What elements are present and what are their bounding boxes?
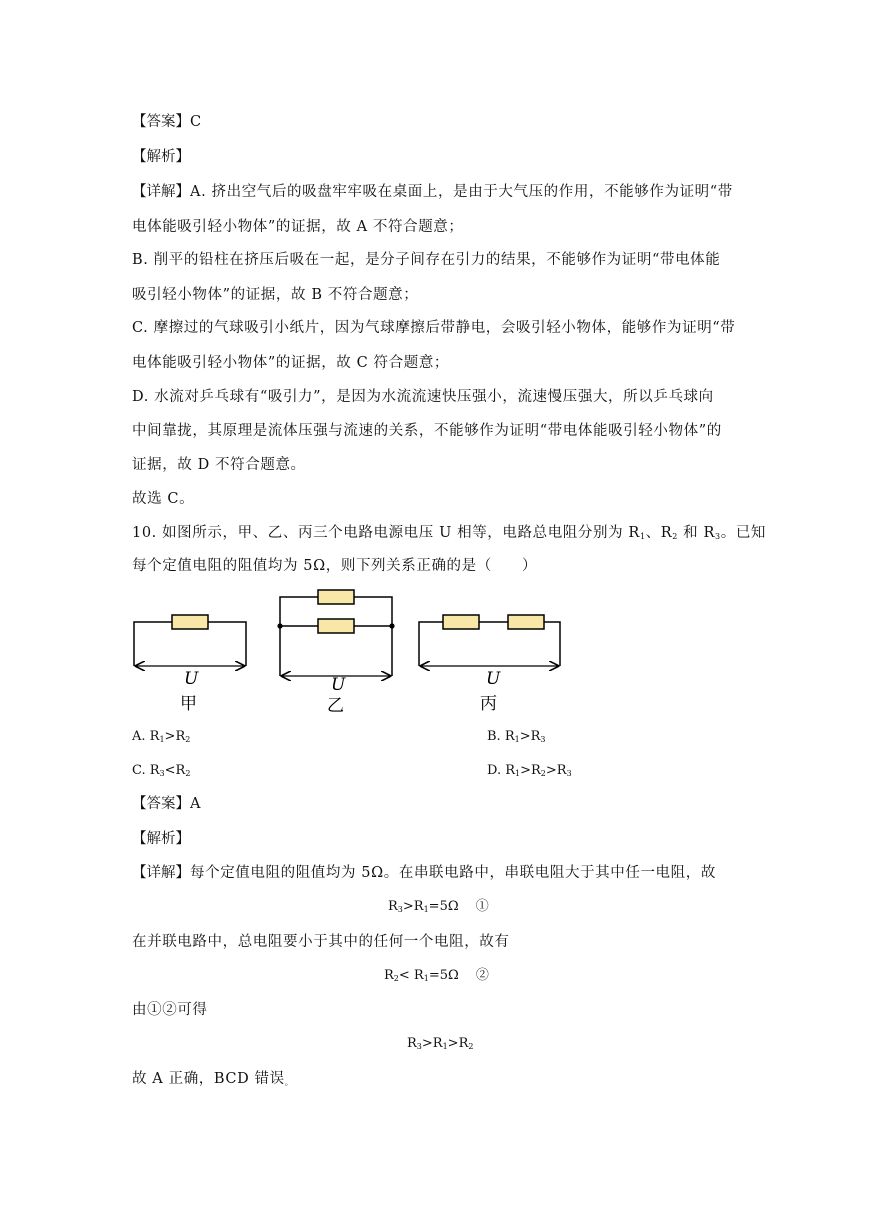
eq2-sub2: 1	[423, 974, 429, 983]
eq1-a: R	[388, 899, 398, 914]
u-label-yi: U	[331, 675, 346, 695]
option-d-pre: D. R	[487, 763, 516, 778]
analysis-tag: 【解析】	[132, 831, 190, 847]
q9-detail-line-2: 电体能吸引轻小物体”的证据，故 A 不符合题意；	[132, 219, 464, 235]
equation-2	[384, 966, 489, 986]
option-b-sub2: 3	[540, 735, 546, 744]
stem-text-a: 10. 如图所示，甲、乙、丙三个电路电源电压 U 相等，电路总电阻分别为 R	[132, 525, 640, 541]
q10-from-line: 由①②可得	[132, 1002, 208, 1018]
eq3-sub1: 3	[416, 1042, 422, 1051]
q9-option-d-line-3: 证据，故 D 不符合题意。	[132, 457, 306, 473]
q9-option-c-line-1: C. 摩擦过的气球吸引小纸片，因为气球摩擦后带静电，会吸引轻小物体，能够作为证明“带	[132, 320, 736, 336]
q10-answer-line	[132, 794, 201, 814]
option-a-sub2: 2	[185, 735, 191, 744]
q10-final-line	[132, 1069, 293, 1089]
answer-value: A	[190, 796, 202, 812]
label-bing: 丙	[480, 694, 497, 714]
equation-3	[407, 1034, 473, 1054]
stem-text-b: 、R	[645, 525, 673, 541]
resistor-jia	[172, 615, 208, 629]
q10-parallel-line: 在并联电路中，总电阻要小于其中的任何一个电阻，故有	[132, 934, 510, 950]
label-jia: 甲	[180, 694, 197, 714]
node-yi-left	[277, 623, 282, 628]
u-label-bing: U	[486, 669, 501, 689]
answer-tag: 【答案】	[132, 796, 190, 812]
eq2-sub1: 2	[393, 974, 399, 983]
eq1-sub2: 1	[423, 905, 429, 914]
sub-1: 1	[639, 532, 646, 541]
answer-value: C	[190, 114, 202, 130]
analysis-tag: 【解析】	[132, 149, 190, 165]
eq3-a: R	[407, 1036, 417, 1051]
sub-3: 3	[715, 532, 721, 541]
eq3-b: >R	[421, 1036, 443, 1051]
q9-option-b-line-1: B. 削平的铅柱在挤压后吸在一起，是分子间存在引力的结果，不能够作为证明“带电体能	[132, 252, 721, 268]
resistor-yi-bottom	[318, 619, 354, 633]
q9-option-d-line-2: 中间靠拢，其原理是流体压强与流速的关系，不能够作为证明“带电体能吸引轻小物体”的	[132, 423, 722, 439]
q10-analysis-tag	[132, 829, 190, 849]
q10-stem-line-2: 每个定值电阻的阻值均为 5Ω，则下列关系正确的是（ ）	[132, 558, 538, 574]
stem-text-c: 和 R	[677, 525, 716, 541]
eq3-sub3: 2	[468, 1042, 474, 1051]
eq2-a: R	[384, 968, 394, 983]
detail-text: 每个定值电阻的阻值均为 5Ω。在串联电路中，串联电阻大于其中任一电阻，故	[190, 865, 716, 881]
option-c-pre: C. R	[132, 763, 160, 778]
option-c-sub2: 2	[185, 769, 191, 778]
option-a-mid: >R	[164, 729, 186, 744]
option-d-sub3: 3	[566, 769, 572, 778]
eq3-sub2: 1	[442, 1042, 448, 1051]
circuit-jia	[134, 615, 246, 714]
final-period: 。	[284, 1078, 294, 1087]
eq3-c: >R	[447, 1036, 469, 1051]
option-a-sub1: 1	[159, 735, 165, 744]
final-text: 故 A 正确，BCD 错误	[132, 1071, 285, 1087]
detail-tag: 【详解】	[132, 865, 190, 881]
sub-2: 2	[672, 532, 678, 541]
q9-conclusion: 故选 C。	[132, 491, 195, 507]
answer-tag: 【答案】	[132, 114, 190, 130]
option-a-pre: A. R	[132, 729, 160, 744]
eq1-sub1: 3	[397, 905, 403, 914]
resistor-bing-1	[443, 615, 479, 629]
q9-option-c-line-2: 电体能吸引轻小物体”的证据，故 C 符合题意；	[132, 355, 450, 371]
option-d-mid: >R	[520, 763, 541, 778]
option-d[interactable]	[487, 761, 572, 781]
circuit-yi	[277, 590, 394, 716]
u-label-jia: U	[184, 669, 199, 689]
q10-detail-line-1	[132, 863, 716, 883]
resistor-yi-top	[318, 590, 354, 604]
option-c[interactable]	[132, 761, 190, 781]
option-d-mid2: >R	[545, 763, 567, 778]
option-a[interactable]	[132, 727, 190, 747]
node-yi-right	[389, 623, 394, 628]
option-d-sub2: 2	[540, 769, 546, 778]
option-c-sub1: 3	[159, 769, 165, 778]
circuit-bing	[419, 615, 560, 714]
q9-option-b-line-2: 吸引轻小物体”的证据，故 B 不符合题意；	[132, 287, 419, 303]
eq1-c: =5Ω ①	[428, 899, 489, 914]
option-b-sub1: 1	[514, 735, 520, 744]
stem-text-d: 。已知	[720, 525, 767, 541]
equation-1	[388, 897, 489, 917]
detail-tag: 【详解】	[132, 184, 190, 200]
option-b-pre: B. R	[487, 729, 515, 744]
option-b[interactable]	[487, 727, 545, 747]
option-c-mid: <R	[164, 763, 186, 778]
eq1-b: >R	[402, 899, 424, 914]
eq2-b: < R	[398, 968, 424, 983]
label-yi: 乙	[327, 696, 344, 716]
option-b-mid: >R	[519, 729, 541, 744]
resistor-bing-2	[508, 615, 544, 629]
q9-option-d-line-1: D. 水流对乒乓球有“吸引力”，是因为水流流速快压强小，流速慢压强大，所以乒乓球向	[132, 389, 714, 405]
detail-text: A. 挤出空气后的吸盘牢牢吸在桌面上，是由于大气压的作用，不能够作为证明“带	[190, 184, 733, 200]
wire-yi-outer	[280, 597, 392, 676]
eq2-c: =5Ω ②	[428, 968, 489, 983]
option-d-sub1: 1	[515, 769, 521, 778]
